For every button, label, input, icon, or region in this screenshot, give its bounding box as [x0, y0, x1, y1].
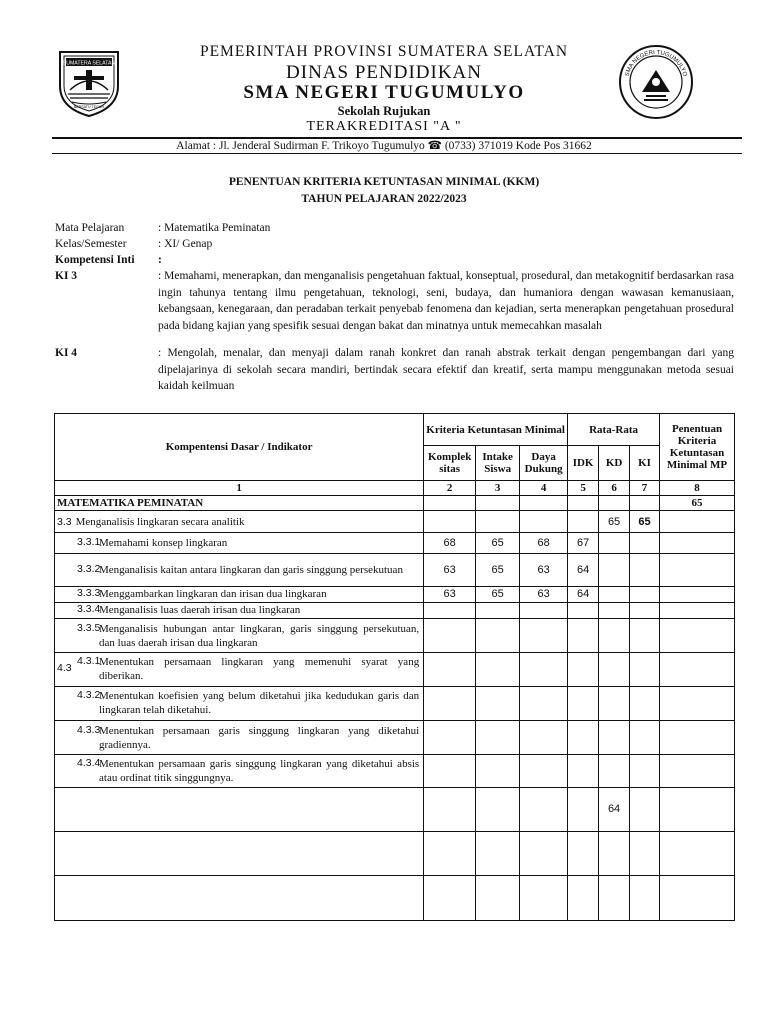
col-num: 8	[660, 480, 735, 495]
subject-row-label: MATEMATIKA PEMINATAN	[55, 495, 424, 510]
subject-kkm-value: 65	[660, 495, 735, 510]
indicator-text: Menganalisis luas daerah irisan dua lingkaran	[99, 604, 301, 617]
table-row	[55, 554, 735, 586]
intake-value: 65	[476, 533, 520, 554]
table-row	[55, 653, 735, 686]
office-name: DINAS PENDIDIKAN	[286, 62, 482, 83]
indicator-text: Menentukan persamaan lingkaran yang memenuhi syarat yang diberikan.	[99, 656, 420, 683]
subject-label: Mata Pelajaran	[55, 222, 125, 234]
support-value: 63	[520, 586, 568, 602]
kd-text: Menganalisis lingkaran secara analitik	[75, 515, 245, 528]
kd-3-3	[55, 510, 424, 532]
accreditation: TERAKREDITASI "A "	[306, 119, 462, 134]
class-label: Kelas/Semester	[55, 238, 127, 250]
kkm-table	[54, 413, 735, 921]
school-name: SMA NEGERI TUGUMULYO	[243, 82, 525, 103]
table-row	[55, 787, 735, 831]
header-divider-thin	[52, 153, 742, 154]
table-row	[55, 533, 735, 554]
indicator-text: Menganalisis kaitan antara lingkaran dan garis singgung persekutuan	[99, 564, 403, 576]
government-name: PEMERINTAH PROVINSI SUMATERA SELATAN	[199, 43, 569, 60]
complexity-value: 63	[424, 586, 476, 602]
core-competence-colon: :	[158, 254, 162, 266]
intake-value: 65	[476, 586, 520, 602]
idk-value: 67	[568, 533, 599, 554]
header-idk: IDK	[568, 446, 599, 480]
school-status: Sekolah Rujukan	[337, 104, 431, 118]
table-row	[55, 686, 735, 720]
emblem-motto: BERSATU TEGUH	[73, 105, 105, 109]
table-row	[55, 832, 735, 876]
indicator-text: Memahami konsep lingkaran	[99, 537, 228, 550]
support-value: 63	[520, 554, 568, 586]
document-title: PENENTUAN KRITERIA KETUNTASAN MINIMAL (KKM)	[228, 176, 540, 188]
complexity-value: 63	[424, 554, 476, 586]
header-criteria: Kriteria Ketuntasan Minimal	[424, 414, 568, 446]
academic-year: TAHUN PELAJARAN 2022/2023	[301, 193, 467, 205]
header-intake: Intake Siswa	[476, 446, 520, 480]
indicator-text: Menggambarkan lingkaran dan irisan dua lingkaran	[99, 588, 327, 601]
kd-4-3-code: 4.3	[57, 662, 72, 675]
class-value: : XI/ Genap	[158, 238, 213, 250]
table-row	[55, 618, 735, 652]
header-competence: Kompentensi Dasar / Indikator	[55, 414, 424, 481]
emblem-label: SUMATERA SELATAN	[62, 60, 116, 67]
support-value: 68	[520, 533, 568, 554]
kd-average: 65	[599, 510, 630, 532]
col-num: 1	[55, 480, 424, 495]
col-num: 4	[520, 480, 568, 495]
col-num: 5	[568, 480, 599, 495]
ki3-label: KI 3	[55, 270, 78, 282]
indicator-code: 4.3.3	[77, 723, 101, 736]
school-address: Alamat : Jl. Jenderal Sudirman F. Trikoyo Tugumulyo ☎ (0733) 371019 Kode Pos 31662	[176, 140, 592, 152]
idk-value: 64	[568, 586, 599, 602]
indicator-text: Menganalisis hubungan antar lingkaran, garis singgung persekutuan, dan luas daerah irisan dua lingkaran	[99, 622, 420, 649]
table-row	[55, 755, 735, 787]
ki4-label: KI 4	[55, 347, 78, 359]
column-number-row	[55, 480, 735, 495]
indicator-code: 4.3.4	[77, 756, 101, 769]
table-row	[55, 586, 735, 602]
col-num: 3	[476, 480, 520, 495]
school-logo-label: SMA NEGERI TUGUMULYO	[624, 49, 688, 78]
indicator-code: 3.3.3	[77, 587, 101, 600]
table-row	[55, 602, 735, 618]
indicator-text: Menentukan persamaan garis singgung lingkaran yang diketahui absis atau ordinat titik singgungnya.	[99, 757, 420, 784]
table-row	[55, 495, 735, 510]
indicator-code: 3.3.2	[77, 563, 101, 575]
indicator-code: 3.3.5	[77, 621, 101, 634]
indicator-code: 4.3.1	[77, 655, 101, 668]
kd-average: 64	[599, 787, 630, 831]
core-competence-label: Kompetensi Inti	[55, 254, 135, 266]
complexity-value: 68	[424, 533, 476, 554]
col-num: 6	[599, 480, 630, 495]
indicator-code: 4.3.2	[77, 689, 101, 702]
header-ki: KI	[630, 446, 660, 480]
table-row	[55, 720, 735, 754]
ki4-text: : Mengolah, menalar, dan menyaji dalam ranah konkret dan ranah abstrak terkait dengan pengembangan dari yang dipelajarinya di sekolah secara mandiri, bertindak secara efektif dan kreatif, serta mampu menggunakan metoda sesuai kaidah keilmuan	[158, 347, 734, 392]
subject-value: : Matematika Peminatan	[158, 222, 271, 234]
col-num: 7	[630, 480, 660, 495]
header-support: Daya Dukung	[520, 446, 568, 480]
intake-value: 65	[476, 554, 520, 586]
indicator-text: Menentukan koefisien yang belum diketahui jika kedudukan garis dan lingkaran telah diketahui.	[99, 690, 420, 717]
ki-average: 65	[630, 510, 660, 532]
header-kd: KD	[599, 446, 630, 480]
header-complexity: Komplek sitas	[424, 446, 476, 480]
indicator-code: 3.3.1	[77, 536, 101, 549]
ki3-text: : Memahami, menerapkan, dan menganalisis pengetahuan faktual, konseptual, prosedural, dan metakognitif berdasarkan rasa ingin tahunya tentang ilmu pengetahuan, teknologi, seni, budaya, dan humaniora dengan wawasan kemanusiaan, kebangsaan, kenegaraan, dan peradaban terkait penyebab fenomena dan kejadian, serta menerapkan pengetahuan prosedural pada bidang kajian yang spesifik sesuai dengan bakat dan minatnya untuk memecahkan masalah	[158, 270, 734, 332]
header-determination: Penentuan Kriteria Ketuntasan Minimal MP	[660, 414, 735, 481]
idk-value: 64	[568, 554, 599, 586]
header-average: Rata-Rata	[568, 414, 660, 446]
indicator-code: 3.3.4	[77, 603, 101, 616]
indicator-text: Menentukan persamaan garis singgung lingkaran yang diketahui gradiennya.	[99, 724, 420, 751]
col-num: 2	[424, 480, 476, 495]
table-row	[55, 510, 735, 532]
kd-code: 3.3	[57, 515, 72, 528]
table-row	[55, 876, 735, 921]
